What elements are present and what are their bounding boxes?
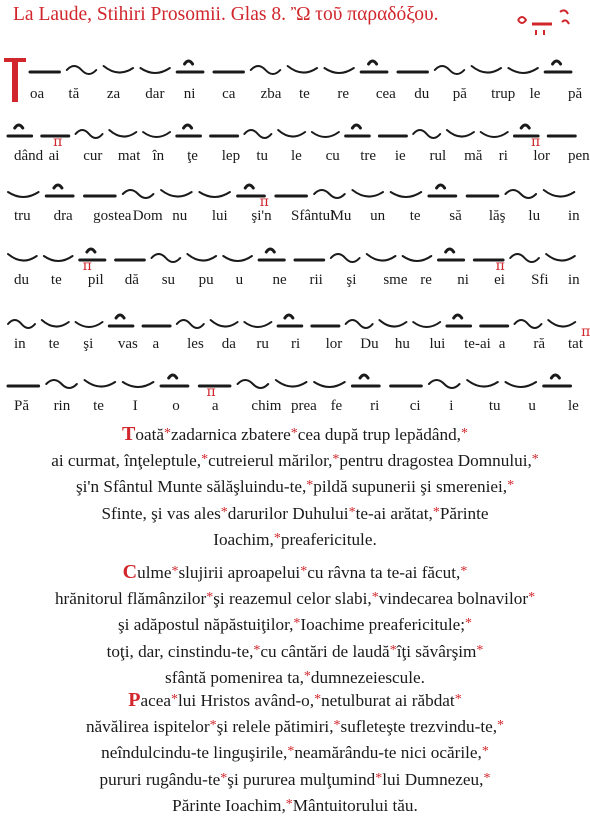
syllable: a <box>152 336 160 352</box>
phrase: năvălirea ispitelor <box>85 717 210 737</box>
syllable: vas <box>117 336 138 352</box>
neume-glyph <box>109 130 136 137</box>
neume-glyph <box>238 380 269 388</box>
syllable: da <box>221 336 236 352</box>
syllable: fe <box>330 398 343 414</box>
syllable: Pă <box>14 398 29 414</box>
phrase: vindecarea bolnavilor <box>378 589 529 609</box>
neume-glyph <box>177 61 203 72</box>
neume-glyph <box>346 320 373 328</box>
martyria-mark: π <box>531 134 541 150</box>
syllable: te <box>409 208 421 224</box>
stanza-initial: P <box>128 689 141 711</box>
phrase: te-ai arătat, <box>355 503 433 523</box>
syllable: Sfântul <box>291 208 335 224</box>
neume-glyph <box>505 382 536 387</box>
neume-glyph <box>505 190 536 198</box>
syllable: ni <box>183 86 196 102</box>
syllable: lor <box>533 148 551 164</box>
neume-glyph <box>439 249 464 260</box>
phrase: Sfinte, şi vas ales <box>101 503 221 523</box>
syllable: te-ai <box>464 336 491 352</box>
neume-staff-line <box>0 236 590 276</box>
syllable: zba <box>260 86 282 102</box>
neume-glyph <box>545 61 571 72</box>
syllable: ţe <box>187 148 198 164</box>
martyria-mark: π <box>82 258 92 274</box>
phrase: Mântuitorului tău. <box>292 795 418 815</box>
syllable: pă <box>568 86 583 102</box>
phrase: preafericitule. <box>280 529 377 549</box>
syllable: lui <box>429 336 446 352</box>
syllable: oa <box>30 86 45 102</box>
syllable: ie <box>394 148 406 164</box>
stanza-line <box>101 743 489 762</box>
phrase: neamărându-te nici ocările, <box>294 743 482 763</box>
stanza-line <box>76 477 514 496</box>
stanza-initial: C <box>122 561 138 583</box>
syllable: tu <box>256 148 269 164</box>
phrase-separator-star: * <box>460 564 468 579</box>
phrase-separator-star: * <box>333 718 341 734</box>
page-title: La Laude, Stihiri Prosomii. Glas 8. Ὢ τοῦ παραδόξου. <box>13 4 439 25</box>
syllable: mat <box>117 148 141 164</box>
neume-glyph <box>109 315 133 326</box>
phrase-separator-star: * <box>290 426 298 441</box>
neume-glyph <box>46 185 73 196</box>
stanza-line <box>172 796 418 815</box>
neume-glyph <box>177 320 204 328</box>
phrase: şi adăpostul năpăstuiţilor, <box>117 615 294 635</box>
phrase-separator-star: * <box>300 564 308 579</box>
neume-glyph <box>481 132 508 137</box>
syllable: tă <box>68 86 80 102</box>
phrase-separator-star: * <box>171 564 179 579</box>
phrase-separator-star: * <box>507 478 515 494</box>
phrase-separator-star: * <box>285 796 293 812</box>
phrase-separator-star: * <box>481 744 489 760</box>
syllable: tre <box>360 148 377 164</box>
syllable: tat <box>568 336 583 352</box>
neume-glyph <box>514 320 541 328</box>
syllable: pil <box>87 272 104 288</box>
syllable: lu <box>528 208 541 224</box>
syllable: re <box>337 86 350 102</box>
neume-glyph <box>251 66 280 74</box>
phrase-separator-star: * <box>375 770 383 786</box>
neume-glyph <box>508 68 537 73</box>
neume-glyph <box>278 130 305 137</box>
neume-glyph <box>403 256 432 261</box>
syllable: a <box>498 336 506 352</box>
neume-glyph <box>244 322 271 327</box>
syllable: un <box>370 208 386 224</box>
neume-staff-line <box>0 172 590 212</box>
phrase-separator-star: * <box>371 590 379 606</box>
syllable: le <box>291 148 302 164</box>
syllable: ri <box>370 398 380 414</box>
neume-glyph <box>435 66 464 74</box>
neume-glyph <box>104 66 133 73</box>
stanza-line <box>118 615 472 634</box>
phrase: hrănitorul flămânzilor <box>54 589 207 609</box>
syllable: ni <box>457 272 469 288</box>
phrase-separator-star: * <box>332 452 340 468</box>
syllable: rul <box>429 148 447 164</box>
martyria-mark: π <box>53 134 63 150</box>
syllable: le <box>529 86 541 102</box>
syllable: in <box>568 272 580 288</box>
syllable: Dom <box>132 208 163 224</box>
syllable: gostea <box>93 208 132 224</box>
syllable: lor <box>325 336 343 352</box>
phrase-separator-star: * <box>348 504 356 520</box>
neume-glyph <box>140 68 169 73</box>
phrase-separator-star: * <box>206 590 214 606</box>
syllable: u <box>528 398 536 414</box>
neume-glyph <box>447 130 474 137</box>
stanza-line <box>107 642 484 661</box>
neume-glyph <box>546 254 575 261</box>
phrase-separator-star: * <box>531 452 539 468</box>
neume-glyph <box>76 322 103 327</box>
syllable-row <box>0 272 590 294</box>
phrase: acea <box>140 691 172 710</box>
phrase: şi pururea mulţumind <box>227 769 376 789</box>
phrase: şi'n Sfântul Munte sălăşluindu-te, <box>75 477 307 497</box>
neume-glyph <box>429 185 456 196</box>
phrase-separator-star: * <box>476 642 484 658</box>
neume-glyph <box>211 320 238 327</box>
syllable: re <box>420 272 432 288</box>
syllable: dra <box>53 208 73 224</box>
syllable: dă <box>124 272 139 288</box>
phrase: pildă supunerii şi smereniei, <box>313 477 508 497</box>
neume-glyph <box>413 322 440 327</box>
syllable: mă <box>464 148 483 164</box>
phrase: cea după trup lepădând, <box>297 425 461 444</box>
syllable: prea <box>291 398 317 414</box>
syllable-row <box>0 336 590 358</box>
neume-glyph <box>312 132 339 137</box>
phrase-separator-star: * <box>253 642 261 658</box>
syllable: dând <box>14 148 44 164</box>
phrase-separator-star: * <box>306 478 314 494</box>
syllable: te <box>48 336 60 352</box>
neume-glyph <box>177 125 201 136</box>
neume-glyph <box>259 249 284 260</box>
neume-glyph <box>367 254 396 261</box>
neume-glyph <box>276 380 307 387</box>
phrase: ai curmat, înţeleptule, <box>51 451 202 471</box>
phrase-separator-star: * <box>314 692 322 707</box>
syllable: cu <box>325 148 340 164</box>
neume-glyph <box>447 315 471 326</box>
syllable: te <box>299 86 310 102</box>
syllable: cur <box>83 148 103 164</box>
neume-glyph <box>67 66 96 74</box>
syllable: du <box>14 272 29 288</box>
neume-glyph <box>161 190 192 197</box>
phrase: şi relele pătimiri, <box>216 717 334 737</box>
neume-glyph <box>352 375 379 386</box>
syllable: lăş <box>488 208 506 224</box>
phrase: toţi, dar, cinstindu-te, <box>106 641 254 661</box>
phrase-separator-star: * <box>220 504 228 520</box>
neume-glyph <box>42 320 69 327</box>
phrase: şi reazemul celor slabi, <box>213 589 372 609</box>
syllable: le <box>568 398 579 414</box>
stanza-line <box>122 425 468 444</box>
phrase: sfântă pomenirea ta, <box>165 667 304 687</box>
phrase-separator-star: * <box>528 590 536 606</box>
phrase: sufleteşte trezvindu-te, <box>340 717 498 737</box>
phrase: dumnezeiescule. <box>310 667 425 687</box>
phrase: ulme <box>137 563 172 582</box>
syllable: ri <box>498 148 508 164</box>
phrase: oată <box>135 425 165 444</box>
phrase: Ioachim, <box>213 529 274 549</box>
neume-glyph <box>8 192 39 197</box>
syllable: su <box>161 272 176 288</box>
neume-glyph <box>544 190 575 197</box>
syllable: lui <box>211 208 228 224</box>
martyria-mark: π <box>581 324 590 340</box>
stanza-line <box>213 530 377 549</box>
neume-glyph <box>199 192 230 197</box>
syllable: te <box>50 272 62 288</box>
martyria-mark: π <box>259 194 269 210</box>
neume-glyph <box>510 254 539 262</box>
phrase-separator-star: * <box>287 744 295 760</box>
syllable: I <box>132 398 138 414</box>
neume-glyph <box>324 68 353 73</box>
syllable: du <box>414 86 430 102</box>
stanza-line <box>86 717 504 736</box>
phrase: zadarnica zbatere <box>171 425 291 444</box>
neume-glyph <box>472 66 501 73</box>
syllable: pu <box>198 272 214 288</box>
neume-staff-line <box>0 362 590 402</box>
syllable-row <box>0 148 590 170</box>
stanza-3 <box>8 688 582 820</box>
phrase: îţi săvârşim <box>396 641 477 661</box>
phrase: darurilor Duhului <box>227 503 349 523</box>
syllable: rii <box>309 272 323 288</box>
neume-glyph <box>331 254 360 262</box>
phrase: Părinte <box>439 503 489 523</box>
neume-glyph <box>544 375 571 386</box>
neume-glyph <box>123 382 154 387</box>
title-neume-signature <box>488 6 583 40</box>
neume-glyph <box>391 192 422 197</box>
syllable: ri <box>291 336 301 352</box>
neume-glyph <box>314 382 345 387</box>
phrase: pururi rugându-te <box>99 769 221 789</box>
phrase-separator-star: * <box>201 452 209 468</box>
syllable: u <box>235 272 244 288</box>
syllable: Du <box>360 336 379 352</box>
neume-glyph <box>352 190 383 197</box>
phrase: lui Hristos având-o, <box>178 691 315 710</box>
phrase: Părinte Ioachim, <box>172 795 286 815</box>
phrase: netulburat ai răbdat <box>321 691 455 710</box>
syllable: i <box>449 398 454 414</box>
neume-glyph <box>278 315 302 326</box>
syllable: nu <box>172 208 188 224</box>
neume-glyph <box>85 380 116 387</box>
syllable: tu <box>488 398 501 414</box>
neume-glyph <box>8 320 35 328</box>
stanza-line <box>101 504 488 523</box>
stanza-line <box>100 770 491 789</box>
neume-glyph <box>346 125 370 136</box>
syllable: în <box>152 148 165 164</box>
syllable: rin <box>53 398 71 414</box>
phrase-separator-star: * <box>460 426 468 441</box>
phrase-separator-star: * <box>483 770 491 786</box>
syllable: hu <box>394 336 410 352</box>
syllable-row <box>0 208 590 230</box>
syllable: a <box>211 398 219 414</box>
syllable: ne <box>272 272 287 288</box>
syllable: ca <box>222 86 236 102</box>
phrase: cu râvna ta te-ai făcut, <box>307 563 461 582</box>
phrase-separator-star: * <box>454 692 462 707</box>
neume-glyph <box>467 380 498 387</box>
neume-glyph <box>8 254 37 261</box>
syllable: za <box>106 86 121 102</box>
neume-glyph <box>548 320 575 327</box>
neume-staff-line <box>0 112 590 152</box>
phrase: slujirii aproapelui <box>178 563 301 582</box>
stanza-initial: T <box>122 423 136 445</box>
neume-staff-line <box>0 48 590 88</box>
neume-glyph <box>161 375 188 386</box>
neume-glyph <box>46 380 77 388</box>
neume-glyph <box>288 66 317 73</box>
stanza-line <box>128 691 461 710</box>
stanza-line <box>55 589 535 608</box>
syllable: les <box>187 336 204 352</box>
neume-glyph <box>44 256 73 261</box>
syllable: şi <box>83 336 94 352</box>
neume-glyph <box>143 132 170 137</box>
martyria-mark: π <box>495 258 505 274</box>
syllable: dar <box>145 86 165 102</box>
syllable: pen <box>568 148 590 164</box>
phrase: Ioachime preafericitule; <box>300 615 466 635</box>
syllable: chim <box>251 398 282 414</box>
neume-glyph <box>244 130 271 138</box>
neume-glyph <box>152 254 181 262</box>
neume-glyph <box>76 130 103 138</box>
phrase-separator-star: * <box>220 770 228 786</box>
syllable: Mu <box>330 208 352 224</box>
syllable: sme <box>383 272 408 288</box>
neume-glyph <box>413 130 440 138</box>
phrase: pentru dragostea Domnului, <box>339 451 532 471</box>
syllable: şi <box>346 272 357 288</box>
syllable: lep <box>221 148 241 164</box>
phrase: neîndulcindu-te linguşirile, <box>101 743 288 763</box>
syllable: ră <box>533 336 546 352</box>
stanza-line <box>51 451 539 470</box>
neume-glyph <box>379 320 406 327</box>
phrase-separator-star: * <box>465 616 473 632</box>
neume-glyph <box>314 190 345 198</box>
syllable: ai <box>48 148 60 164</box>
phrase-separator-star: * <box>209 718 217 734</box>
phrase: cutreierul mărilor, <box>208 451 333 471</box>
syllable: in <box>568 208 580 224</box>
syllable: o <box>172 398 180 414</box>
syllable: ci <box>409 398 421 414</box>
neume-glyph <box>187 254 216 261</box>
phrase: lui Dumnezeu, <box>382 769 484 789</box>
neume-glyph <box>223 256 252 261</box>
neume-glyph <box>8 125 32 136</box>
phrase-separator-star: * <box>432 504 440 520</box>
syllable: pă <box>452 86 467 102</box>
syllable-row <box>0 398 590 420</box>
martyria-mark: π <box>206 384 216 400</box>
syllable: ei <box>494 272 505 288</box>
syllable: să <box>449 208 462 224</box>
syllable: tru <box>14 208 31 224</box>
neume-glyph <box>361 61 387 72</box>
phrase-separator-star: * <box>293 616 301 632</box>
syllable: te <box>93 398 104 414</box>
syllable-row <box>0 86 590 108</box>
syllable: ru <box>256 336 269 352</box>
syllable: cea <box>375 86 396 102</box>
stanza-1 <box>8 422 582 554</box>
neume-glyph <box>123 190 154 198</box>
phrase-separator-star: * <box>389 642 397 658</box>
stanza-line <box>165 668 425 687</box>
phrase-separator-star: * <box>273 530 281 546</box>
syllable: trup <box>491 86 516 102</box>
stanza-line <box>123 563 468 582</box>
phrase-separator-star: * <box>303 668 311 684</box>
syllable: in <box>14 336 26 352</box>
syllable: Sfi <box>531 272 549 288</box>
phrase: cu cântări de laudă <box>260 641 390 661</box>
phrase-separator-star: * <box>171 692 179 707</box>
phrase-separator-star: * <box>164 426 172 441</box>
phrase-separator-star: * <box>497 718 505 734</box>
neume-glyph <box>429 380 460 388</box>
stanza-2 <box>8 560 582 692</box>
syllable: şi'n <box>251 208 272 224</box>
